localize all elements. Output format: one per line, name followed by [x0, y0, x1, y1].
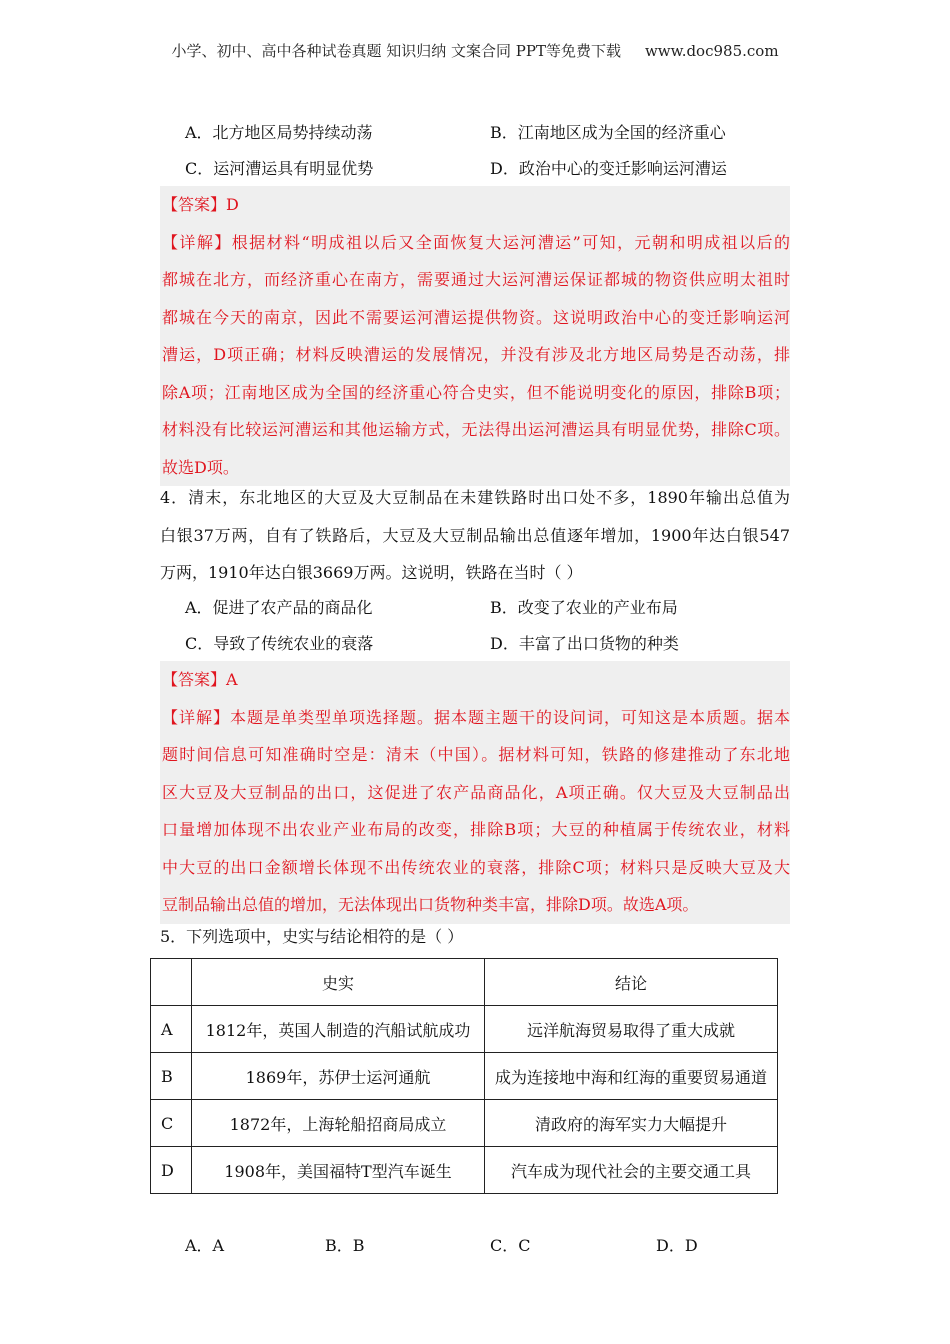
q4-answer-block: [160, 661, 790, 924]
q4-option-a: A．促进了农产品的商品化: [185, 598, 373, 617]
q4-option-c: C．导致了传统农业的衰落: [185, 634, 374, 653]
q3-detail-line: 都城在北方，而经济重心在南方，需要通过大运河漕运保证都城的物资供应明太祖时: [162, 270, 790, 289]
q4-answer: 【答案】A: [162, 670, 238, 689]
row-conclusion: 汽车成为现代社会的主要交通工具: [485, 1147, 778, 1194]
row-key: D: [151, 1147, 192, 1194]
q4-stem-line: 白银37万两，自有了铁路后，大豆及大豆制品输出总值逐年增加，1900年达白银547: [160, 525, 790, 545]
q5-option-c: C．C: [490, 1236, 531, 1255]
q3-detail-line: 都城在今天的南京，因此不需要运河漕运提供物资。这说明政治中心的变迁影响运河: [162, 307, 790, 327]
q5-option-a: A．A: [185, 1236, 225, 1255]
table-row: [151, 1100, 778, 1147]
row-fact: 1908年，美国福特T型汽车诞生: [192, 1147, 485, 1194]
table-header-row: [151, 959, 778, 1006]
q4-stem-line: 4．清末，东北地区的大豆及大豆制品在未建铁路时出口处不多，1890年输出总值为: [160, 488, 790, 507]
row-conclusion: 远洋航海贸易取得了重大成就: [485, 1006, 778, 1053]
q3-option-d: D．政治中心的变迁影响运河漕运: [490, 159, 727, 178]
q4-stem: [160, 479, 790, 592]
table-row: [151, 1053, 778, 1100]
header-text: 小学、初中、高中各种试卷真题 知识归纳 文案合同 PPT等免费下载: [171, 42, 621, 60]
q4-stem-line: 万两，1910年达白银3669万两。这说明，铁路在当时（ ）: [160, 563, 583, 582]
q5-stem-text: 5．下列选项中，史实与结论相符的是（ ）: [160, 927, 464, 946]
q5-table: [150, 958, 778, 1194]
q4-detail-line: 豆制品输出总值的增加，无法体现出口货物种类丰富，排除D项。故选A项。: [162, 895, 699, 914]
table-header-conclusion: 结论: [485, 959, 778, 1006]
row-key: C: [151, 1100, 192, 1147]
row-fact: 1872年，上海轮船招商局成立: [192, 1100, 485, 1147]
table-row: [151, 1006, 778, 1053]
q5-option-d: D．D: [656, 1236, 698, 1255]
q3-option-b: B．江南地区成为全国的经济重心: [490, 123, 726, 142]
row-conclusion: 清政府的海军实力大幅提升: [485, 1100, 778, 1147]
q4-option-row-1: [185, 596, 678, 620]
table-header-fact: 史实: [192, 959, 485, 1006]
q3-option-row-2: [185, 157, 727, 181]
q4-option-b: B．改变了农业的产业布局: [490, 598, 678, 617]
row-conclusion: 成为连接地中海和红海的重要贸易通道: [485, 1053, 778, 1100]
q3-option-a: A．北方地区局势持续动荡: [185, 123, 373, 142]
q4-detail-line: 口量增加体现不出农业产业布局的改变，排除B项；大豆的种植属于传统农业，材料: [162, 820, 790, 839]
q3-detail-line: 除A项；江南地区成为全国的经济重心符合史实，但不能说明变化的原因，排除B项；: [162, 382, 790, 402]
page-header: [0, 40, 950, 61]
row-fact: 1869年，苏伊士运河通航: [192, 1053, 485, 1100]
q3-answer: 【答案】D: [162, 195, 239, 214]
q5-stem: [160, 918, 790, 956]
q4-detail-line: 中大豆的出口金额增长体现不出传统农业的衰落，排除C项；材料只是反映大豆及大: [162, 857, 790, 877]
q3-option-c: C．运河漕运具有明显优势: [185, 159, 374, 178]
q4-detail-line: 【详解】本题是单类型单项选择题。据本题主题干的设问词，可知这是本质题。据本: [162, 707, 790, 727]
q3-detail-line: 故选D项。: [162, 457, 239, 477]
q4-detail-line: 题时间信息可知准确时空是：清末（中国）。据材料可知，铁路的修建推动了东北地: [162, 745, 790, 764]
q3-option-row-1: [185, 121, 726, 145]
q3-answer-block: [160, 186, 790, 486]
header-site: www.doc985.com: [644, 42, 779, 60]
table-header-key: [151, 959, 192, 1006]
q4-option-d: D．丰富了出口货物的种类: [490, 634, 679, 653]
table-row: [151, 1147, 778, 1194]
q4-detail-line: 区大豆及大豆制品的出口，这促进了农产品商品化，A项正确。仅大豆及大豆制品出: [162, 782, 790, 802]
q3-detail-line: 漕运，D项正确；材料反映漕运的发展情况，并没有涉及北方地区局势是否动荡，排: [162, 345, 790, 364]
q3-detail-line: 【详解】根据材料“明成祖以后又全面恢复大运河漕运”可知，元朝和明成祖以后的: [162, 232, 790, 252]
row-fact: 1812年，英国人制造的汽船试航成功: [192, 1006, 485, 1053]
q5-option-b: B．B: [325, 1236, 365, 1255]
row-key: A: [151, 1006, 192, 1053]
q3-detail-line: 材料没有比较运河漕运和其他运输方式，无法得出运河漕运具有明显优势，排除C项。: [162, 420, 790, 439]
q4-option-row-2: [185, 632, 679, 656]
row-key: B: [151, 1053, 192, 1100]
